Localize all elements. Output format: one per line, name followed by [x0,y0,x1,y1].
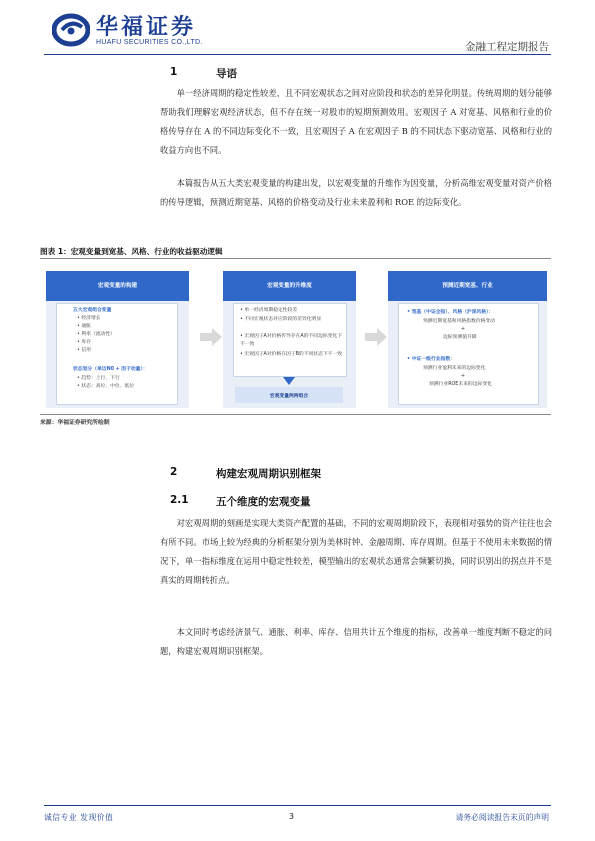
panel-1-item: • 趋势：上行、下行 [77,376,120,381]
panel-2-item: • 宏观因子A对价格传导存在A的不同边际变化下不一致 [240,334,343,348]
arrow-down-icon [283,377,295,385]
section-1-title: 导语 [216,68,237,80]
figure-panel-forecast [388,271,547,408]
header-divider [44,54,551,55]
panel-2-item: • 单一经济周期稳定性较差 [240,308,298,313]
panel-1-content [56,303,178,405]
figure-panel-macro-construction [46,271,189,408]
panel-1-item: • 信用 [77,348,91,353]
logo-chinese-name: 华福证券 [96,15,197,40]
section-2-1-title: 五个维度的宏观变量 [216,496,311,508]
section-1-paragraph-2: 本篇报告从五大类宏观变量的构建出发，以宏观变量的升维作为因变量，分析高维宏观变量对资产价格的传导逻辑，预测近期宽基、风格的价格变动及行业未来盈利和 ROE 的边际变化。 [160,178,552,207]
figure-bottom-divider [40,414,551,415]
footer-slogan: 诚信专业 发现价值 [44,813,114,822]
arrow-right-icon [200,328,222,346]
panel-1-item: • 通胀 [77,324,91,329]
panel-3-content [398,303,539,405]
panel-3-line: 预测近期宽基和风格指数价格变动 [423,319,495,324]
panel-3-line: 边际预测值升降 [443,335,477,340]
panel-1-group-2-title: 状态划分（单边N0 + 因子动量）： [73,367,148,372]
page-number: 3 [289,812,294,821]
panel-3-line: + [461,327,466,332]
report-type: 金融工程定期报告 [465,41,549,53]
section-2-paragraph-2: 本文同时考虑经济景气、通胀、利率、库存、信用共计五个维度的指标，改善单一维度判断不稳定的问题，构建宏观周期识别框架。 [160,627,552,656]
panel-2-content [233,303,347,377]
figure-panel-macro-upgrade [223,271,356,408]
macro-pair-combination-box: 宏观变量两两组合 [235,387,343,403]
panel-1-header: 宏观变量的构建 [46,271,189,301]
panel-1-item: • 库存 [77,340,91,345]
section-2-title: 构建宏观周期识别框架 [216,468,321,480]
panel-1-item: • 经济增长 [77,316,101,321]
figure-top-divider [40,258,551,259]
panel-2-item: • 不同宏观状态对应阶段的差异化明显 [240,317,322,322]
panel-1-group-1-title: 五大宏观组合变量 [73,308,112,313]
section-1-paragraph-1: 单一经济周期的稳定性较差，且不同宏观状态之间对应阶段和状态的差异化明显。传统周期的划分能够帮助我们理解宏观经济状态，但不存在统一对股市的短期预测效用。宏观因子 A 对宽基、风格和行业的价格传导存在 A 的不同边际变化不一致，且宏观因子 A 在宏观因子 B 的不同状态下驱动宽基、风格和行业的收益方向也不同。 [160,88,552,155]
panel-2-header: 宏观变量的升维度 [223,271,356,301]
panel-3-line: 预测行业ROE未来的边际变化 [429,382,492,387]
section-1-number: 1 [170,66,178,78]
panel-2-item: • 宏观因子A对价格在因子B的不同状态下不一致 [240,352,343,357]
panel-1-item: • 利率（流动性） [77,332,115,337]
panel-3-line: • 宽基（中证全指）、风格（沪深风格）： [407,310,494,315]
section-2-number: 2 [170,466,178,478]
panel-3-line: + [461,374,466,379]
logo-english-name: HUAFU SECURITIES CO.,LTD. [96,39,203,46]
section-2-1-number: 2.1 [170,494,189,506]
panel-3-line: • 中证一级行业指数： [407,357,455,362]
figure-source: 来源：华福证券研究所绘制 [40,420,110,426]
arrow-right-icon [365,328,387,346]
figure-title: 图表 1：宏观变量到宽基、风格、行业的收益驱动逻辑 [40,247,223,256]
section-2-paragraph-1: 对宏观周期的刻画是实现大类资产配置的基础，不同的宏观周期阶段下，表现相对强势的资产往往也会有所不同。市场上较为经典的分析框架分别为美林时钟、金融周期、库存周期。但基于不使用未来数据的情况下，单一指标维度在运用中稳定性较差，模型输出的宏观状态通常会频繁切换，同时识别出的拐点并不是真实的周期转折点。 [160,518,552,585]
panel-1-item: • 状态：高位、中位、低位 [77,384,135,389]
footer-divider [44,805,551,806]
panel-3-line: 预测行业盈利未来的边际变化 [423,366,486,371]
company-logo-icon [52,13,90,47]
panel-3-header: 预测近期宽基、行业 [388,271,547,301]
footer-disclaimer: 请务必阅读报告末页的声明 [455,813,549,822]
